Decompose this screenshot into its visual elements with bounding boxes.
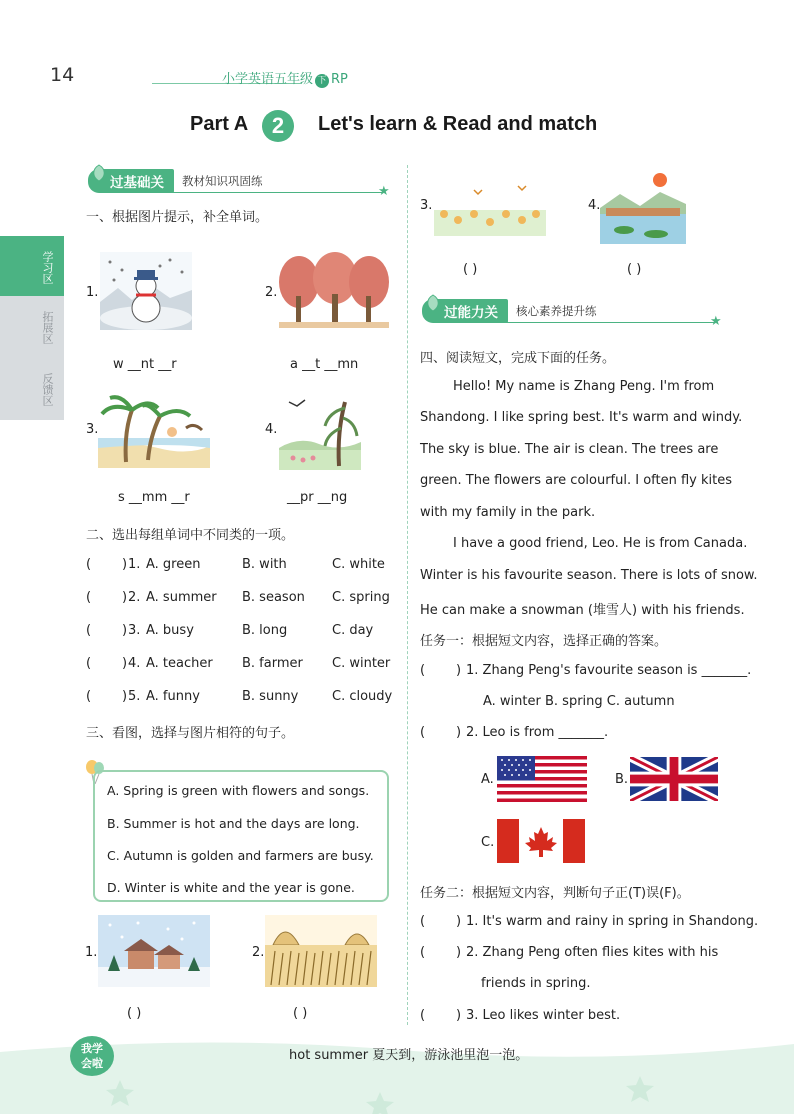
q3-pic-num: 4. xyxy=(588,198,601,213)
banner-rule xyxy=(100,192,382,193)
banner-rule xyxy=(434,322,714,323)
q3-option-b: B. Summer is hot and the days are long. xyxy=(107,816,360,831)
q1-blank-spring[interactable]: __pr __ng xyxy=(287,490,348,505)
answer-paren-open[interactable]: ( xyxy=(86,557,92,572)
snowman-icon xyxy=(100,252,192,330)
q3-answer-2[interactable]: ( ) xyxy=(293,1006,308,1021)
section-ability-banner xyxy=(422,300,597,322)
column-divider xyxy=(407,165,408,1025)
q1-blank-summer[interactable]: s __mm __r xyxy=(118,490,190,505)
side-tab-study[interactable]: 学习区 xyxy=(0,236,64,298)
q2-num: 4. xyxy=(128,656,141,671)
answer-paren-close: ) xyxy=(456,914,462,929)
q2-option-c: C. cloudy xyxy=(332,689,393,704)
flag-option-label: C. xyxy=(481,835,495,850)
spring-tree-icon xyxy=(279,392,361,470)
q1-title: 一、根据图片提示，补全单词。 xyxy=(86,210,269,225)
part-label: Part A xyxy=(190,113,249,135)
section-basic-banner xyxy=(88,170,263,192)
summer-pond-icon xyxy=(600,168,686,244)
answer-paren-open[interactable]: ( xyxy=(420,725,426,740)
task2-title: 任务二：根据短文内容，判断句子正(T)误(F)。 xyxy=(420,886,690,901)
passage-line: with my family in the park. xyxy=(420,505,596,520)
q3-pic-num: 1. xyxy=(85,945,98,960)
task2-statement-2: 2. Zhang Peng often flies kites with his xyxy=(466,945,719,960)
answer-paren-close: ) xyxy=(456,945,462,960)
answer-paren-close: ) xyxy=(122,557,128,572)
beach-icon xyxy=(98,392,210,468)
uk-flag-icon[interactable] xyxy=(630,757,718,801)
lesson-title: Let's learn & Read and match xyxy=(318,113,598,135)
answer-paren-open[interactable]: ( xyxy=(86,689,92,704)
star-icon: ★ xyxy=(710,314,722,329)
task1-question-2: 2. Leo is from _______. xyxy=(466,725,609,740)
answer-paren-open[interactable]: ( xyxy=(420,945,426,960)
passage-line: The sky is blue. The air is clean. The trees are xyxy=(420,442,719,457)
book-title: 小学英语五年级 下 RP xyxy=(222,72,348,87)
q2-title: 二、选出每组单词中不同类的一项。 xyxy=(86,528,295,543)
q1-item-num: 2. xyxy=(265,285,278,300)
side-tab-expand[interactable]: 拓展区 xyxy=(0,296,64,358)
passage-line: Winter is his favourite season. There is lots of snow. xyxy=(420,568,758,583)
q1-blank-winter[interactable]: w __nt __r xyxy=(113,357,177,372)
q2-option-b: B. season xyxy=(242,590,305,605)
grade-mark: 下 xyxy=(315,74,329,88)
task2-statement-2-cont: friends in spring. xyxy=(481,976,591,991)
learned-badge: 我学 会啦 xyxy=(70,1036,114,1076)
task1-question-1: 1. Zhang Peng's favourite season is _______. xyxy=(466,663,752,678)
q3-option-c: C. Autumn is golden and farmers are busy. xyxy=(107,848,374,863)
q2-num: 2. xyxy=(128,590,141,605)
page-number: 14 xyxy=(50,64,75,86)
q3-option-a: A. Spring is green with flowers and songs. xyxy=(107,783,370,798)
q2-option-c: C. winter xyxy=(332,656,391,671)
passage-line: Shandong. I like spring best. It's warm and windy. xyxy=(420,410,743,425)
q2-option-a: A. summer xyxy=(146,590,217,605)
q3-answer-4[interactable]: ( ) xyxy=(627,262,642,277)
passage-line: green. The flowers are colourful. I often fly kites xyxy=(420,473,732,488)
leaf-icon xyxy=(90,163,108,183)
task2-statement-1: 1. It's warm and rainy in spring in Shandong. xyxy=(466,914,759,929)
footer-tip: hot summer 夏天到，游泳池里泡一泡。 xyxy=(289,1048,529,1063)
task2-statement-3: 3. Leo likes winter best. xyxy=(466,1008,621,1023)
spring-flowers-icon xyxy=(434,180,546,236)
answer-paren-open[interactable]: ( xyxy=(420,663,426,678)
q2-option-b: B. with xyxy=(242,557,287,572)
q2-num: 3. xyxy=(128,623,141,638)
q2-option-b: B. long xyxy=(242,623,288,638)
q2-num: 1. xyxy=(128,557,141,572)
q2-option-b: B. sunny xyxy=(242,689,299,704)
q2-option-c: C. spring xyxy=(332,590,390,605)
task1-title: 任务一：根据短文内容，选择正确的答案。 xyxy=(420,634,668,649)
section-subtitle: 核心素养提升练 xyxy=(516,304,597,318)
answer-paren-close: ) xyxy=(122,689,128,704)
q2-option-c: C. day xyxy=(332,623,374,638)
section-subtitle: 教材知识巩固练 xyxy=(182,174,263,188)
side-tab-feedback[interactable]: 反馈区 xyxy=(0,358,64,420)
q1-item-num: 3. xyxy=(86,422,99,437)
flag-option-label: A. xyxy=(481,772,494,787)
q2-num: 5. xyxy=(128,689,141,704)
answer-paren-close: ) xyxy=(456,663,462,678)
q2-option-a: A. teacher xyxy=(146,656,213,671)
harvest-field-icon xyxy=(265,915,377,987)
answer-paren-close: ) xyxy=(456,1008,462,1023)
answer-paren-open[interactable]: ( xyxy=(86,590,92,605)
footer-wave xyxy=(0,1030,794,1114)
answer-paren-open[interactable]: ( xyxy=(86,623,92,638)
answer-paren-open[interactable]: ( xyxy=(420,1008,426,1023)
passage-line: Hello! My name is Zhang Peng. I'm from xyxy=(453,379,715,394)
q2-option-c: C. white xyxy=(332,557,385,572)
q1-item-num: 4. xyxy=(265,422,278,437)
usa-flag-icon[interactable] xyxy=(497,756,587,802)
answer-paren-open[interactable]: ( xyxy=(420,914,426,929)
q1-item-num: 1. xyxy=(86,285,99,300)
q3-pic-num: 2. xyxy=(252,945,265,960)
q2-option-a: A. funny xyxy=(146,689,200,704)
answer-paren-close: ) xyxy=(122,656,128,671)
answer-paren-close: ) xyxy=(456,725,462,740)
section-badge: 过能力关 xyxy=(422,299,508,323)
answer-paren-close: ) xyxy=(122,623,128,638)
star-icon: ★ xyxy=(378,184,390,199)
passage-line: He can make a snowman (堆雪人) with his friends. xyxy=(420,603,745,618)
q1-blank-autumn[interactable]: a __t __mn xyxy=(290,357,359,372)
flag-option-label: B. xyxy=(615,772,629,787)
q2-option-a: A. busy xyxy=(146,623,194,638)
passage-line: I have a good friend, Leo. He is from Canada. xyxy=(453,536,748,551)
q3-answer-1[interactable]: ( ) xyxy=(127,1006,142,1021)
q3-option-d: D. Winter is white and the year is gone. xyxy=(107,880,355,895)
part-number-badge: 2 xyxy=(262,110,294,142)
task1-options-1: A. winter B. spring C. autumn xyxy=(483,694,675,709)
q2-option-a: A. green xyxy=(146,557,201,572)
q2-option-b: B. farmer xyxy=(242,656,303,671)
answer-paren-close: ) xyxy=(122,590,128,605)
winter-village-icon xyxy=(98,915,210,987)
answer-paren-open[interactable]: ( xyxy=(86,656,92,671)
q3-title: 三、看图，选择与图片相符的句子。 xyxy=(86,726,295,741)
autumn-trees-icon xyxy=(279,252,389,328)
canada-flag-icon[interactable] xyxy=(497,819,585,863)
q3-answer-3[interactable]: ( ) xyxy=(463,262,478,277)
leaf-icon xyxy=(424,293,442,313)
q3-pic-num: 3. xyxy=(420,198,433,213)
q4-title: 四、阅读短文，完成下面的任务。 xyxy=(420,351,616,366)
section-badge: 过基础关 xyxy=(88,169,174,193)
